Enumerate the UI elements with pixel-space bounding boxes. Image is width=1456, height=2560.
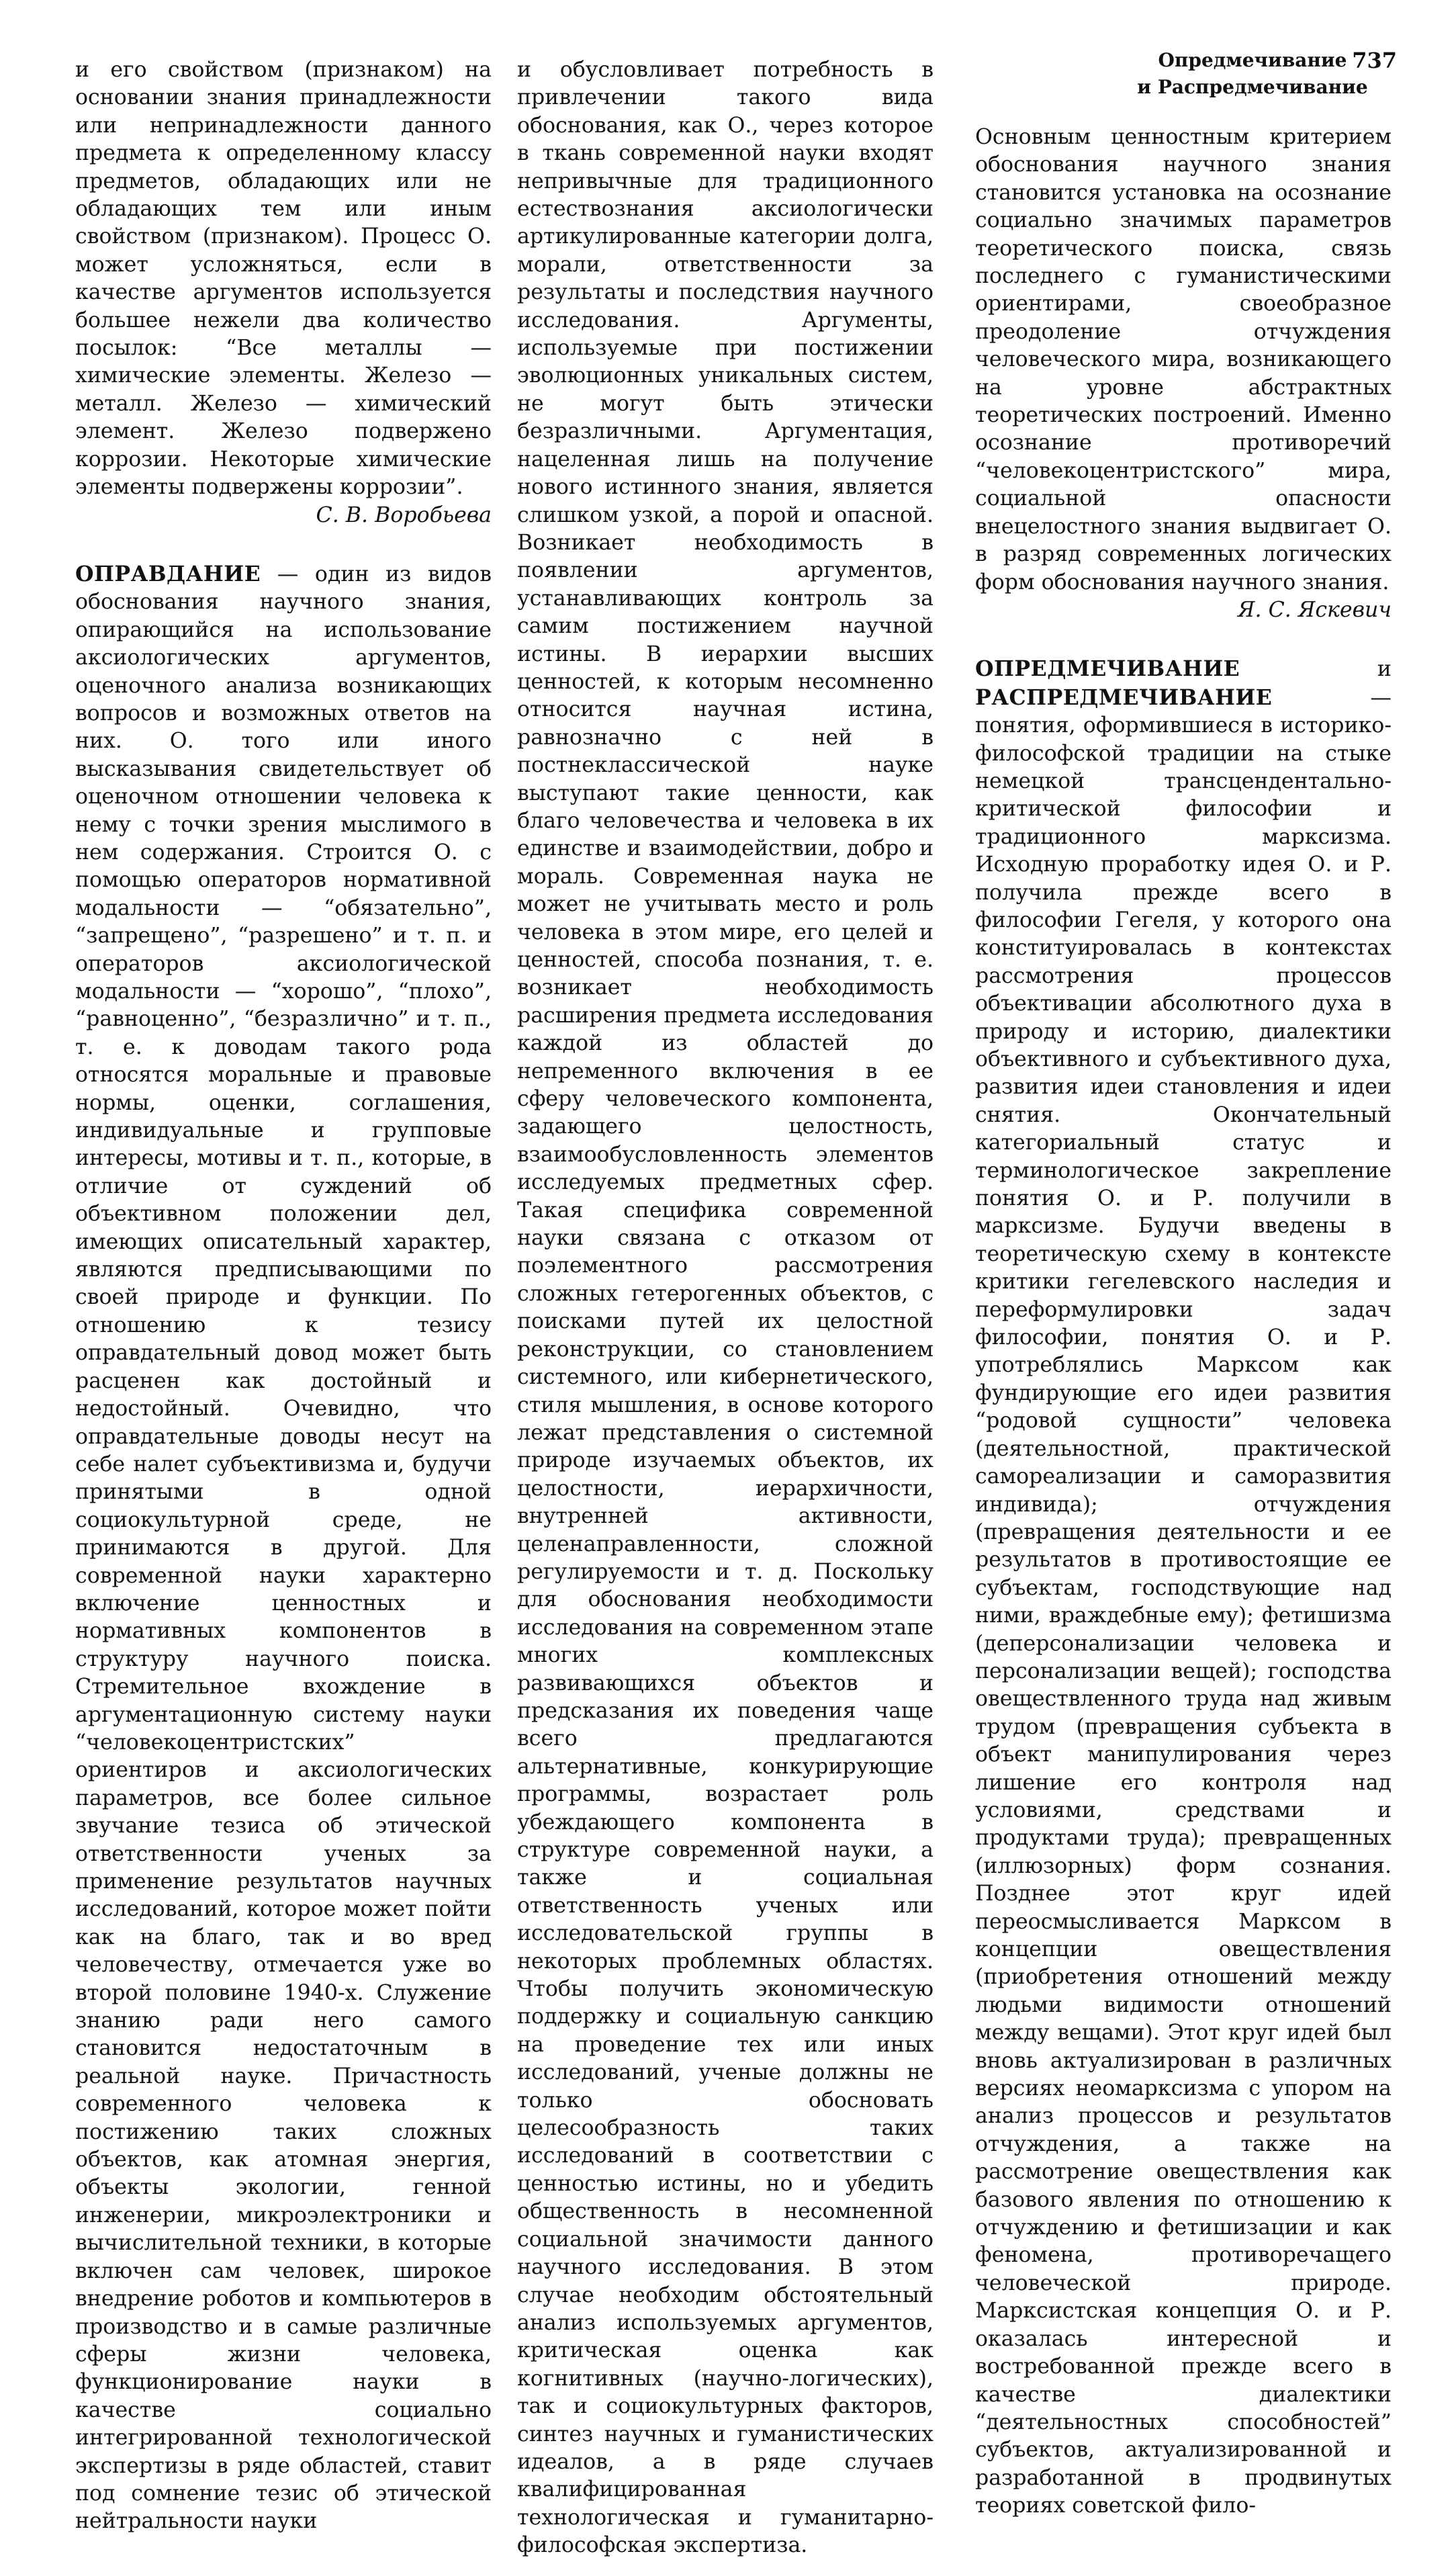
entry-opravdanie-text: — один из видов обоснования научного знания, опирающийся на использование аксиологических аргументов, оценочного анализа возникающих вопросов и возможных ответов на них. О. того или иного высказывания свидетельствует об оценочном отношении человека к нему с точки зрения мыслимого в нем содержания. Строится О. с помощью операторов нормативной модальности — “обязательно”, “запрещено”, “разрешено” и т. п. и операторов аксиологической модальности — “хорошо”, “плохо”, “равноценно”, “безразлично” и т. п., т. е. к доводам такого рода относятся моральные и правовые нормы, оценки, соглашения, индивидуальные и групповые интересы, мотивы и т. п., которые, в отличие от суждений об объективном положении дел, имеющих описательный характер, являются предписывающими по своей природе и функции. По отношению к тезису оправдательный довод может быть расценен как достойный и недостойный. Очевидно, что оправдательные доводы несут на себе налет субъективизма и, будучи принятыми в одной социокультурной среде, не принимаются в другой. Для современной науки характерно включение ценностных и нормативных компонентов в структуру научного поиска. Стремительное вхождение в аргументационную систему науки “человекоцентристских” ориентиров и аксиологических параметров, все более сильное звучание тезиса об этической ответственности ученых за применение результатов научных исследований, которое может пойти как на благо, так и во вред человечеству, отмечается уже во второй половине 1940-х. Служение знанию ради него самого становится недостаточным в реальной науке. Причастность современного человека к постижению таких сложных объектов, как атомная энергия, объекты экологии, генной инженерии, микроэлектроники и вычислительной техники, в которые включен сам человек, широкое внедрение роботов и компьютеров в производство и в самые различные сферы жизни человека, функционирование науки в качестве социально интегрированной технологической экспертизы в ряде областей, ставит под сомнение тезис об этической нейтральности науки (75, 562, 492, 2534)
headword-connector: и (1240, 657, 1392, 682)
entry-author-vorobyeva: С. В. Воробьева (316, 502, 492, 527)
running-title-line-2: и Распредмечивание (1137, 76, 1368, 98)
entry-opredmechivanie-body (975, 655, 1392, 2520)
running-title-line-1: Опредмечивание (1158, 49, 1347, 71)
entry-continuation-text: и его свойством (признаком) на основании знания принадлежности или непринадлежности данного предмета к определенному классу предметов, обладающих или не обладающих тем или иным свойством (признаком). Процесс О. может усложняться, если в качестве аргументов используется большее нежели два количество посылок: “Все металлы — химические элементы. Железо — металл. Железо — химический элемент. Железо подвержено коррозии. Некоторые химические элементы подвержены коррозии”. (75, 58, 492, 500)
column-3 (975, 124, 1392, 2520)
column-2 (517, 56, 934, 2560)
column-1 (75, 56, 492, 2536)
entry-opravdanie-body (75, 560, 492, 2536)
entry-opredmechivanie-text: — понятия, оформившиеся в историко-философской традиции на стыке немецкой трансцендентально-критической философии и традиционного марксизма. Исходную проработку идея О. и Р. получила прежде всего в философии Гегеля, у которого она конституировалась в контекстах рассмотрения процессов объективации абсолютного духа в природу и историю, диалектики объективного и субъективного духа, развития идеи становления и идеи снятия. Окончательный категориальный статус и терминологическое закрепление понятия О. и Р. получили в марксизме. Будучи введены в теоретическую схему в контексте критики гегелевского наследия и переформулировки задач философии, понятия О. и Р. употреблялись Марксом как фундирующие его идеи развития “родовой сущности” человека (деятельностной, практической самореализации и саморазвития индивида); отчуждения (превращения деятельности и ее результатов в противостоящие ее субъектам, господствующие над ними, враждебные ему); фетишизма (деперсонализации человека и персонализации вещей); господства овеществленного труда над живым трудом (превращения субъекта в объект манипулирования через лишение его контроля над условиями, средствами и продуктами труда); превращенных (иллюзорных) форм сознания. Позднее этот круг идей переосмысливается Марксом в концепции овеществления (приобретения отношений между людьми видимости отношений между вещами). Этот круг идей был вновь актуализирован в различных версиях неомарксизма с упором на анализ процессов и результатов отчуждения, а также на рассмотрение овеществления как базового явления по отношению к отчуждению и фетишизации и как феномена, противоречащего человеческой природе. Марксистская концепция О. и Р. оказалась интересной и востребованной прежде всего в качестве диалектики “деятельностных способностей” субъектов, актуализированной и разработанной в продвинутых теориях советской фило- (975, 685, 1392, 2518)
headword-raspredmechivanie: РАСПРЕДМЕЧИВАНИЕ (975, 685, 1273, 710)
entry-author-yaskevich: Я. С. Яскевич (1237, 597, 1392, 622)
entry-opravdanie-conclusion: Основным ценностным критерием обоснования научного знания становится установка на осознание социально значимых параметров теоретического поиска, связь последнего с гуманистическими ориентирами, своеобразное преодоление отчуждения человеческого мира, возникающего на уровне абстрактных теоретических построений. Именно осознание противоречий “человекоцентристского” мира, социальной опасности внецелостного знания выдвигает О. в разряд современных логических форм обоснования научного знания. (975, 125, 1392, 594)
running-head (1108, 47, 1397, 101)
entry-opravdanie-continued: и обусловливает потребность в привлечении такого вида обоснования, как О., через которое в ткань современной науки входят непривычные для традиционного естествознания аксиологически артикулированные категории долга, морали, ответственности за результаты и последствия научного исследования. Аргументы, используемые при постижении эволюционных уникальных систем, не могут быть этически безразличными. Аргументация, нацеленная лишь на получение нового истинного знания, является слишком узкой, а порой и опасной. Возникает необходимость в появлении аргументов, устанавливающих контроль за самим постижением научной истины. В иерархии высших ценностей, к которым несомненно относится научная истина, равнозначно с ней в постнеклассической науке выступают такие ценности, как благо человечества и человека в их единстве и взаимодействии, добро и мораль. Современная наука не может не учитывать место и роль человека в этом мире, его целей и ценностей, способа познания, т. е. возникает необходимость расширения предмета исследования каждой из областей до непременного включения в ее сферу человеческого компонента, задающего целостность, взаимообусловленность элементов исследуемых предметных сфер. Такая специфика современной науки связана с отказом от поэлементного рассмотрения сложных гетерогенных объектов, с поисками путей их целостной реконструкции, со становлением системного, или кибернетического, стиля мышления, в основе которого лежат представления о системной природе изучаемых объектов, их целостности, иерархичности, внутренней активности, целенаправленности, сложной регулируемости и т. д. Поскольку для обоснования необходимости исследования на современном этапе многих комплексных развивающихся объектов и предсказания их поведения чаще всего предлагаются альтернативные, конкурирующие программы, возрастает роль убеждающего компонента в структуре современной науки, а также и социальная ответственность ученых или исследовательской группы в некоторых проблемных областях. Чтобы получить экономическую поддержку и социальную санкцию на проведение тех или иных исследований, ученые должны не только обосновать целесообразность таких исследований в соответствии с ценностью истины, но и убедить общественность в несомненной социальной значимости данного научного исследования. В этом случае необходим обстоятельный анализ используемых аргументов, критическая оценка как когнитивных (научно-логических), так и социокультурных факторов, синтез научных и гуманистических идеалов, а в ряде случаев квалифицированная технологическая и гуманитарно-философская экспертиза. (517, 58, 934, 2558)
entry-opredmechivanie (975, 655, 1392, 2520)
page-number: 737 (1352, 48, 1397, 73)
headword-opredmechivanie: ОПРЕДМЕЧИВАНИЕ (975, 656, 1240, 682)
entry-opravdanie (75, 560, 492, 2536)
headword-opravdanie: ОПРАВДАНИЕ (75, 561, 261, 586)
